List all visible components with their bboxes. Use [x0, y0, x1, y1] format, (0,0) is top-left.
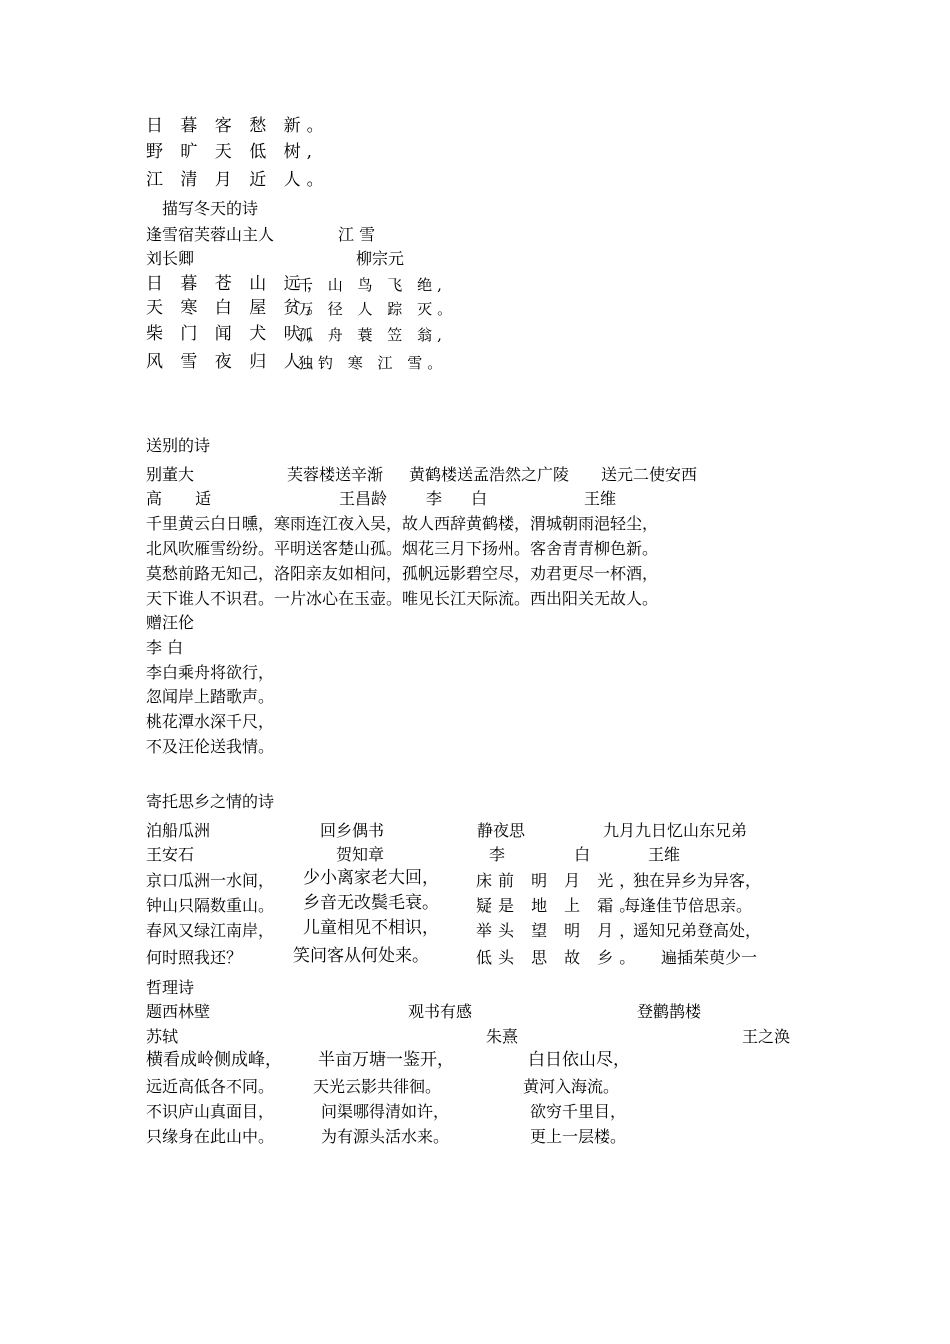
poem-author: 王安石 — [146, 845, 195, 864]
poem-title: 九月九日忆山东兄弟 — [603, 821, 748, 840]
poem-line: 日 暮 苍 山 远， — [146, 274, 330, 294]
poem-title: 别董大 — [146, 465, 195, 484]
poem-line: 独在异乡为异客， — [633, 871, 762, 890]
poem-author: 高 适 — [146, 489, 226, 508]
poem-row: 莫愁前路无知己，洛阳亲友如相问，孤帆远影碧空尽，劝君更尽一杯酒， — [146, 564, 659, 583]
poem-line: 欲穷千里目， — [530, 1102, 627, 1121]
poem-line: 儿童相见不相识， — [303, 918, 439, 938]
section-heading-homesick: 寄托思乡之情的诗 — [146, 792, 275, 811]
poem-line: 忽闻岸上踏歌声。 — [146, 687, 275, 706]
poem-author: 苏轼 — [146, 1027, 179, 1046]
poem-line: 独钓 寒 江 雪。 — [298, 354, 448, 372]
poem-row: 北风吹雁雪纷纷。平明送客楚山孤。烟花三月下扬州。客舍青青柳色新。 — [146, 539, 659, 558]
poem-title: 题西林壁 — [146, 1002, 211, 1021]
poem-line: 春风又绿江南岸， — [146, 921, 275, 940]
poem-line: 半亩万塘一鉴开， — [318, 1050, 454, 1070]
poem-line: 桃花潭水深千尺， — [146, 712, 275, 731]
poem-title: 泊船瓜洲 — [146, 821, 211, 840]
poem-line: 乡音无改鬓毛衰。 — [303, 893, 439, 913]
poem-title: 赠汪伦 — [146, 613, 195, 632]
poem-line: 江 清 月 近 人。 — [146, 170, 330, 190]
poem-line: 不及汪伦送我情。 — [146, 737, 275, 756]
poem-line: 横看成岭侧成峰， — [146, 1050, 282, 1070]
poem-title: 送元二使安西 — [601, 465, 698, 484]
poem-line: 孤 舟 蓑 笠 翁, — [298, 326, 447, 344]
poem-line: 低头 思 故 乡。 — [476, 948, 642, 967]
poem-author: 王维 — [648, 845, 681, 864]
poem-author: 李 白 — [146, 638, 184, 657]
poem-line: 遥知兄弟登高处， — [633, 921, 762, 940]
poem-line: 少小离家老大回， — [303, 868, 439, 888]
poem-line: 柴 门 闻 犬 吠， — [146, 324, 330, 344]
poem-author: 王维 — [584, 489, 617, 508]
poem-author: 刘长卿 — [146, 249, 195, 268]
poem-row: 天下谁人不识君。一片冰心在玉壶。唯见长江天际流。西出阳关无故人。 — [146, 589, 659, 608]
poem-line: 千 山 鸟 飞 绝, — [298, 276, 447, 294]
poem-author: 柳宗元 — [356, 249, 405, 268]
poem-line: 风 雪 夜 归 人。 — [146, 352, 330, 372]
poem-author: 李 白 — [489, 845, 623, 864]
poem-author: 王昌龄 — [339, 489, 388, 508]
poem-line: 李白乘舟将欲行， — [146, 663, 275, 682]
poem-line: 遍插茱萸少一 — [661, 948, 758, 967]
poem-author: 贺知章 — [336, 845, 385, 864]
poem-line: 笑问客从何处来。 — [293, 946, 429, 966]
poem-title: 芙蓉楼送辛渐 — [287, 465, 384, 484]
poem-line: 床前 明 月 光， — [476, 871, 642, 890]
poem-row: 千里黄云白日曛，寒雨连江夜入吴，故人西辞黄鹤楼，渭城朝雨浥轻尘， — [146, 514, 659, 533]
poem-title: 登鹳鹊楼 — [637, 1002, 702, 1021]
poem-line: 疑是 地 上 霜。 — [476, 896, 642, 915]
poem-author: 李 白 — [426, 489, 500, 508]
poem-title: 黄鹤楼送孟浩然之广陵 — [409, 465, 570, 484]
poem-title: 观书有感 — [408, 1002, 473, 1021]
poem-line: 不识庐山真面目， — [146, 1102, 275, 1121]
poem-line: 钟山只隔数重山。 — [146, 896, 275, 915]
poem-line: 日 暮 客 愁 新。 — [146, 116, 330, 136]
section-heading-winter: 描写冬天的诗 — [162, 199, 259, 218]
poem-author: 朱熹 — [486, 1027, 519, 1046]
poem-title: 逢雪宿芙蓉山主人 — [146, 225, 275, 244]
poem-line: 更上一层楼。 — [530, 1127, 627, 1146]
poem-title: 江 雪 — [338, 225, 376, 244]
poem-line: 为有源头活水来。 — [321, 1127, 450, 1146]
poem-line: 天 寒 白 屋 贫。 — [146, 298, 330, 318]
poem-line: 天光云影共徘徊。 — [313, 1077, 442, 1096]
poem-line: 每逢佳节倍思亲。 — [624, 896, 753, 915]
poem-line: 何时照我还？ — [146, 948, 243, 967]
section-heading-farewell: 送别的诗 — [146, 436, 211, 455]
poem-title: 回乡偶书 — [320, 821, 385, 840]
poem-line: 白日依山尽， — [528, 1050, 630, 1070]
poem-line: 黄河入海流。 — [523, 1077, 620, 1096]
poem-line: 野 旷 天 低 树, — [146, 142, 319, 162]
poem-line: 问渠哪得清如许， — [321, 1102, 450, 1121]
poem-line: 万 径 人 踪 灭。 — [298, 300, 458, 318]
section-heading-philosophy: 哲理诗 — [146, 978, 195, 997]
poem-title: 静夜思 — [477, 821, 526, 840]
poem-line: 京口瓜洲一水间， — [146, 871, 275, 890]
poem-author: 王之涣 — [742, 1027, 791, 1046]
poem-line: 只缘身在此山中。 — [146, 1127, 275, 1146]
poem-line: 举头 望 明 月， — [476, 921, 642, 940]
poem-line: 远近高低各不同。 — [146, 1077, 275, 1096]
